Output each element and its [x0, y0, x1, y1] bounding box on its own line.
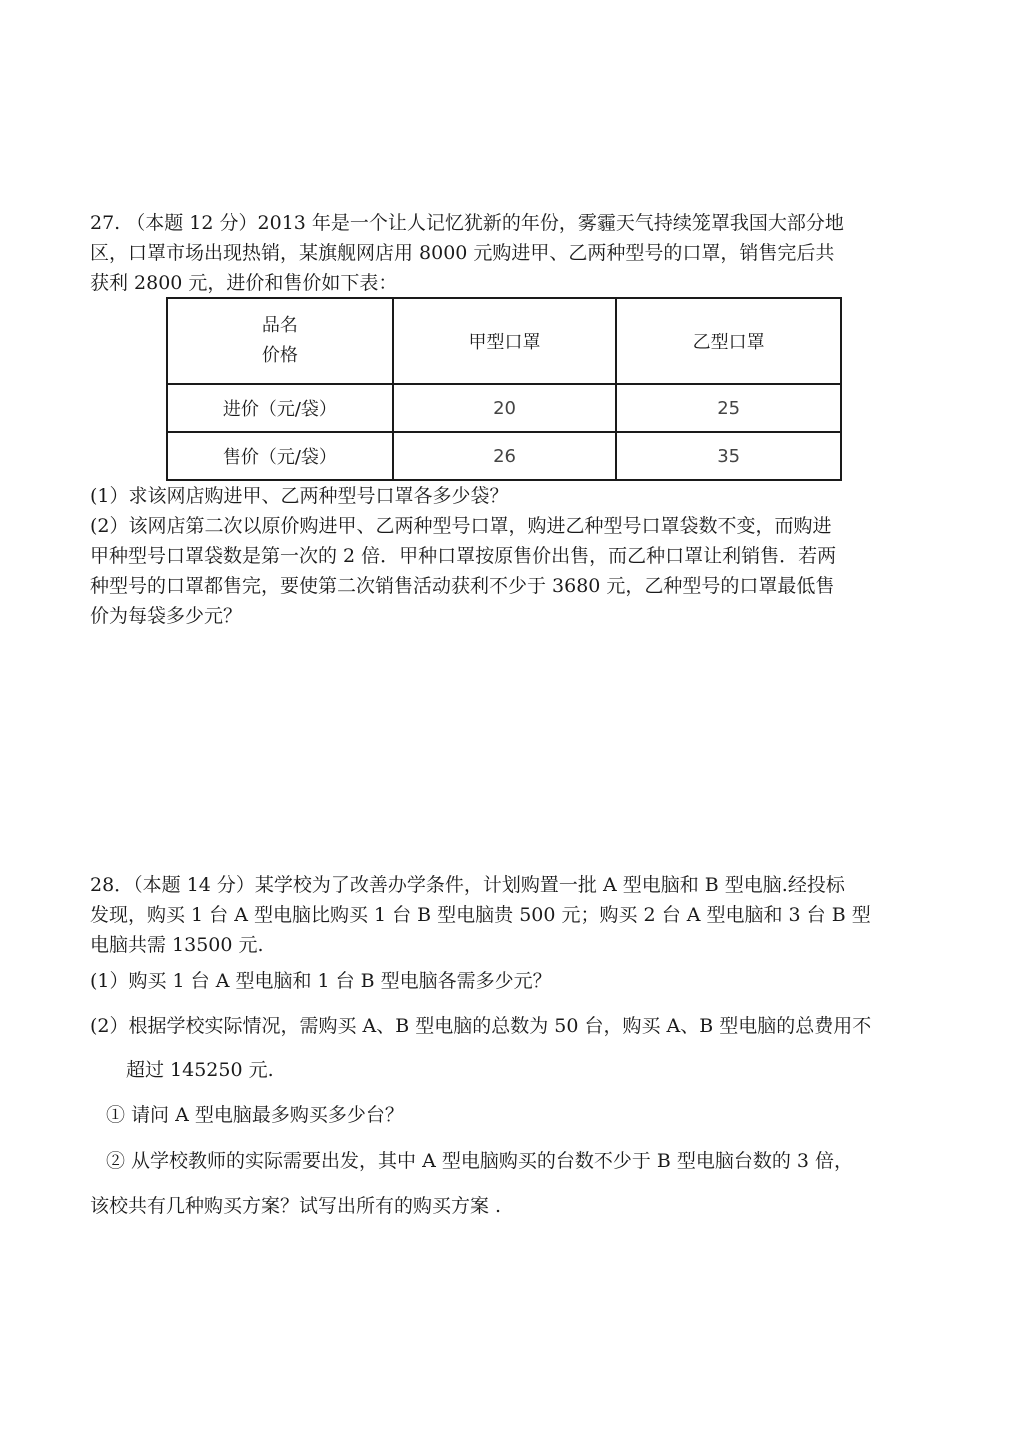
- cell-cost-b: 25: [616, 384, 841, 432]
- q28-sub-1: ① 请问 A 型电脑最多购买多少台？: [106, 1104, 404, 1126]
- q28-line-2: 发现，购买 1 台 A 型电脑比购买 1 台 B 型电脑贵 500 元；购买 2 台 A 型电脑和 3 台 B 型: [90, 904, 871, 926]
- cell-sale-b: 35: [616, 432, 841, 480]
- q27-line-3: 获利 2800 元，进价和售价如下表：: [90, 272, 398, 294]
- q27-line-2: 区，口罩市场出现热销，某旗舰网店用 8000 元购进甲、乙两种型号的口罩，销售完后共: [90, 242, 835, 264]
- table-row: [167, 432, 841, 480]
- q28-line-1: 28．（本题 14 分）某学校为了改善办学条件，计划购置一批 A 型电脑和 B 型电脑.经投标: [90, 874, 845, 896]
- price-table-header-row: [167, 298, 841, 384]
- q28-part-1: (1）购买 1 台 A 型电脑和 1 台 B 型电脑各需多少元？: [90, 970, 552, 992]
- q28-sub-1-wrap: [106, 1100, 936, 1130]
- q27-part-2-line-3: 种型号的口罩都售完，要使第二次销售活动获利不少于 3680 元，乙种型号的口罩最低售: [90, 575, 835, 597]
- q27-part-2-line-4: 价为每袋多少元？: [90, 605, 243, 627]
- q28-part-1-wrap: [90, 966, 920, 996]
- q27-part-1: (1）求该网店购进甲、乙两种型号口罩各多少袋？: [90, 485, 509, 507]
- price-table-corner-cell: [167, 298, 393, 384]
- row-label-sale: 售价（元/袋）: [167, 432, 393, 480]
- col-header-type-b: 乙型口罩: [616, 298, 841, 384]
- q28-part-2-line-2: 超过 145250 元.: [126, 1059, 274, 1081]
- price-table: [166, 297, 842, 481]
- q27-parts: [90, 481, 920, 631]
- q28-part-2-line-1: (2）根据学校实际情况，需购买 A、B 型电脑的总数为 50 台，购买 A、B 型电脑的总费用不: [90, 1015, 872, 1037]
- table-row: [167, 384, 841, 432]
- q28-sub-2-wrap: [106, 1146, 936, 1176]
- row-label-cost: 进价（元/袋）: [167, 384, 393, 432]
- q28-stem: [90, 870, 920, 960]
- q28-sub-2-cont-wrap: [90, 1191, 920, 1221]
- q28-sub-2-line-1: ② 从学校教师的实际需要出发，其中 A 型电脑购买的台数不少于 B 型电脑台数的 3 倍，: [106, 1150, 854, 1172]
- corner-label-price: 价格: [261, 345, 298, 366]
- q27-stem: [90, 208, 920, 298]
- q28-part-2-cont-wrap: [126, 1055, 956, 1085]
- q27-part-2-line-2: 甲种型号口罩袋数是第一次的 2 倍．甲种口罩按原售价出售，而乙种口罩让利销售．若两: [90, 545, 837, 567]
- q28-sub-2-line-2: 该校共有几种购买方案？试写出所有的购买方案 .: [90, 1195, 502, 1217]
- q28-part-2-wrap: [90, 1011, 920, 1041]
- q27-part-2-line-1: (2）该网店第二次以原价购进甲、乙两种型号口罩，购进乙种型号口罩袋数不变，而购进: [90, 515, 832, 537]
- q28-line-3: 电脑共需 13500 元.: [90, 934, 264, 956]
- cell-cost-a: 20: [393, 384, 617, 432]
- corner-label-name: 品名: [261, 315, 298, 336]
- q27-line-1: 27. （本题 12 分）2013 年是一个让人记忆犹新的年份，雾霾天气持续笼罩我国大部分地: [90, 212, 844, 234]
- cell-sale-a: 26: [393, 432, 617, 480]
- col-header-type-a: 甲型口罩: [393, 298, 617, 384]
